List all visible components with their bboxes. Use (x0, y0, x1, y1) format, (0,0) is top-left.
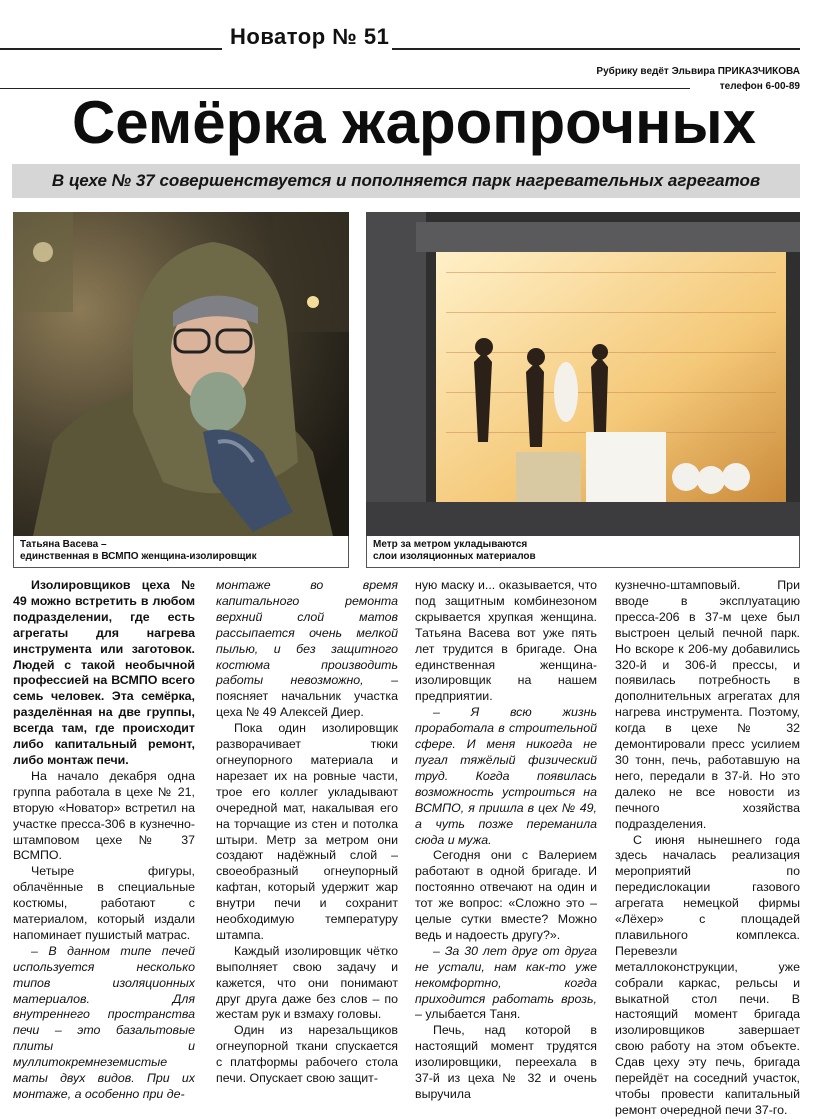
photo-furnace-caption-text: Метр за метром укладываются слои изоляционных материалов (373, 539, 536, 562)
article-subtitle: В цехе № 37 совершенствуется и пополняется парк нагревательных агрегатов (12, 164, 800, 198)
quote-paragraph: – В данном типе печей используется несколько типов изоляционных материалов. Для внутреннего пространства печи – это базальтовые плиты и муллитокремнеземистые маты двух видов. При их монтаже, а особенно при де- (13, 943, 195, 1101)
paragraph: На начало декабря одна группа работала в цехе № 21, вторую «Новатор» встретил на участке пресса-306 в кузнечно-штамповом цехе № 37 ВСМПО. (13, 768, 195, 863)
article-column-1 (13, 578, 195, 1103)
rubric-phone: телефон 6-00-89 (719, 81, 800, 92)
article-title: Семёрка жаропрочных (71, 89, 757, 156)
photo-woman-caption-text: Татьяна Васева – единственная в ВСМПО женщина-изолировщик (20, 539, 257, 562)
paragraph: Пока один изолировщик разворачивает тюки огнеупорного материала и нарезает их на ровные части, трое его коллег укладывают очередной мат, накалывая его на торчащие из стен и потолка штыри. Метр за метром они создают надёжный слой – своеобразный огнеупорный кафтан, который удержит жар внутри печи и сохранит необходимую температуру штампа. (216, 721, 398, 942)
photo-woman-caption (13, 536, 349, 568)
paragraph (216, 578, 398, 721)
paragraph: Печь, над которой в настоящий момент трудятся изолировщики, переехала в 37-й из цеха № 32 и очень выручила (415, 1023, 597, 1101)
attribution-text: – улыбается Таня. (415, 1007, 521, 1022)
article-column-2 (216, 578, 398, 1087)
photo-woman-insulator-image (13, 212, 349, 536)
paragraph: Один из нарезальщиков огнеупорной ткани спускается с платформы рабочего стола печи. Опускает свою защит- (216, 1023, 398, 1086)
paragraph: кузнечно-штамповый. При вводе в эксплуатацию пресса-206 в 37-м цехе был выстроен целый печной парк. Но вскоре к 206-му добавились 320-й и 306-й прессы, и появилась потребность в дополнительных агрегатах для нагрева инструмента. Поэтому, когда в цехе № 32 демонтировали пресс усилием 30 тонн, печь, работавшую на него, передали в 37-й. Но это далеко не все новости из печного хозяйства подразделения. (615, 578, 800, 831)
paragraph (415, 944, 597, 1024)
photo-furnace-interior (366, 212, 800, 536)
header-rule-right (392, 48, 800, 50)
paragraph: ную маску и... оказывается, что под защитным комбинезоном скрывается хрупкая женщина. Татьяна Васева вот уже пять лет трудится в бригаде. Она единственная женщина-изолировщик на нашем предприятии. (415, 578, 597, 704)
article-column-3 (415, 578, 597, 1103)
photo-woman-insulator (13, 212, 349, 536)
paragraph: Четыре фигуры, облачённые в специальные костюмы, работают с материалом, который издали напоминает пушистый матрас. (13, 864, 195, 942)
rubric-author: Рубрику ведёт Эльвира ПРИКАЗЧИКОВА (596, 66, 800, 77)
photo-furnace-caption (366, 536, 800, 568)
newspaper-masthead: Новатор № 51 (230, 24, 390, 49)
paragraph: Сегодня они с Валерием работают в одной бригаде. И постоянно отвечают на один и тот же вопрос: «Сложно это – целые сутки вместе? Можно ведь и надоесть другу?». (415, 848, 597, 942)
paragraph: Каждый изолировщик чётко выполняет свою задачу и кажется, что они понимают друг друга даже без слов – по жестам рук и взмаху головы. (216, 943, 398, 1022)
header-rule-left (0, 48, 222, 50)
attribution-text: – поясняет начальник участка цеха № 49 Алексей Диер. (216, 673, 398, 720)
quote-text: монтаже во время капитального ремонта верхний слой матов рассыпается очень мелкой пылью, и без защитного костюма производить работы невозможно, (216, 578, 398, 688)
photo-furnace-image (366, 212, 800, 536)
article-column-4 (615, 578, 800, 1119)
quote-paragraph: – Я всю жизнь проработала в строительной сфере. И меня никогда не пугал тяжёлый физический труд. Когда появилась возможность устроиться на ВСМПО, я пришла в цех № 49, а чуть позже переманила сюда и мужа. (415, 705, 597, 847)
paragraph: С июня нынешнего года здесь началась реализация мероприятий по передислокации газового агрегата немецкой фирмы «Лёхер» с площадей плавильного комплекса. Перевезли металлоконструкции, уже собрали каркас, рельсы и выкатной стол печи. В настоящий момент бригада изолировщиков завершает свою работу на этом объекте. Сдав цеху эту печь, бригада перейдёт на соседний участок, чтобы провести капитальный ремонт очередной печи 37-го. (615, 832, 800, 1117)
quote-text: – За 30 лет друг от друга не устали, нам как-то уже некомфортно, когда приходится работать врозь, (415, 943, 597, 1006)
article-lead: Изолировщиков цеха № 49 можно встретить в любом подразделении, где есть агрегаты для нагрева инструмента или заготовок. Людей с такой необычной профессией на ВСМПО всего семь человек. Эта семёрка, разделённая на две группы, всегда там, где происходит либо капитальный ремонт, либо монтаж печи. (13, 578, 195, 767)
